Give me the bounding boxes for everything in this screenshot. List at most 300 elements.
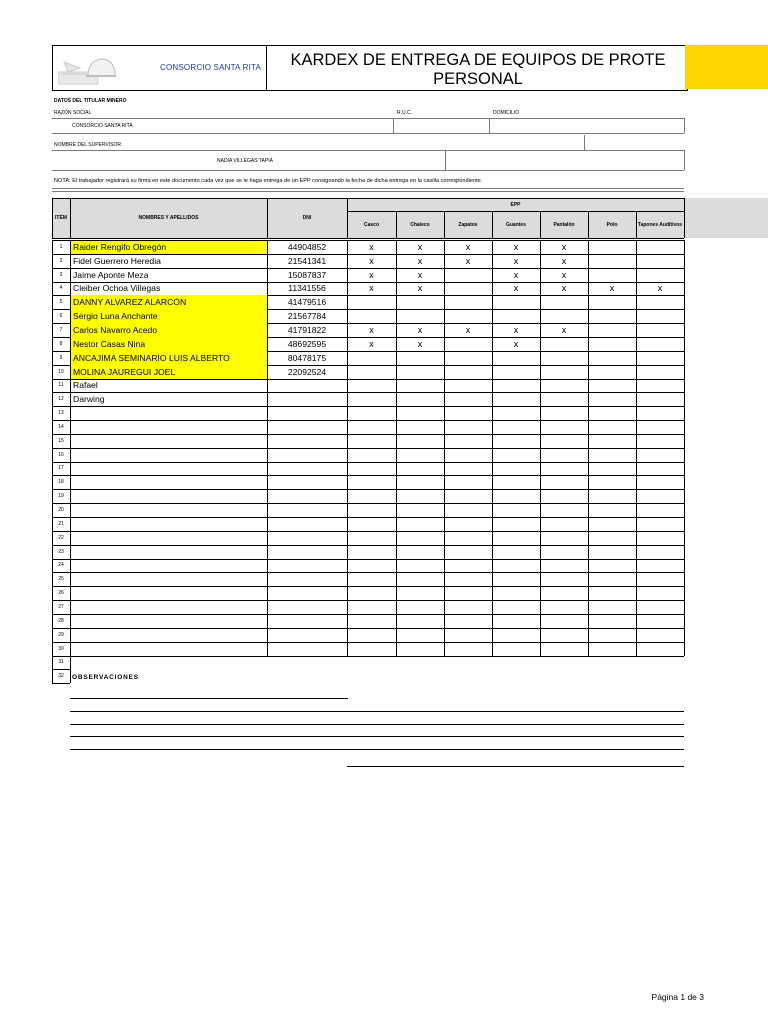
epp-check-cell — [396, 351, 444, 365]
epp-check-cell — [396, 420, 444, 434]
obs-line — [70, 724, 684, 725]
epp-check-cell — [636, 600, 684, 614]
header-divider — [492, 211, 493, 238]
dni-cell — [267, 642, 347, 656]
epp-check-cell — [540, 420, 588, 434]
column-line — [492, 240, 493, 656]
epp-check-cell — [396, 600, 444, 614]
epp-check-cell — [540, 531, 588, 545]
epp-check-cell — [444, 337, 492, 351]
epp-check-cell — [396, 462, 444, 475]
worker-name-cell — [70, 420, 267, 434]
epp-check-cell — [636, 642, 684, 656]
dni-cell: 11341556 — [288, 283, 326, 293]
epp-check-cell — [492, 572, 540, 586]
epp-check-cell — [396, 406, 444, 420]
epp-check-cell — [444, 434, 492, 448]
epp-check-cell — [347, 351, 396, 365]
epp-check-cell — [396, 309, 444, 323]
epp-check-cell: x — [417, 256, 423, 266]
worker-name-cell — [70, 517, 267, 531]
epp-check-cell — [588, 614, 636, 628]
epp-check-cell — [588, 559, 636, 572]
dni-cell: 15087837 — [287, 270, 327, 280]
epp-check-cell — [492, 545, 540, 559]
epp-check-cell — [636, 503, 684, 517]
row-number: 29 — [58, 632, 64, 638]
worker-name-cell: Carlos Navarro Acedo — [70, 323, 267, 337]
worker-name-cell: Rafael — [73, 380, 98, 390]
row-number: 8 — [59, 341, 63, 347]
row-number: 13 — [58, 410, 64, 416]
epp-check-cell — [444, 628, 492, 642]
epp-check-cell: x — [369, 256, 374, 266]
row-line — [52, 683, 70, 684]
epp-check-cell — [396, 448, 444, 462]
supervisor-value: NADIA VILLEGAS TAPIA — [217, 158, 273, 164]
obs-line — [70, 736, 684, 737]
worker-name-cell — [70, 448, 267, 462]
row-number: 19 — [58, 493, 64, 499]
epp-check-cell: x — [369, 339, 374, 349]
epp-check-cell — [540, 379, 588, 392]
epp-check-cell — [396, 545, 444, 559]
epp-check-cell — [347, 392, 396, 406]
row-number: 22 — [58, 535, 64, 541]
dni-cell: 41479516 — [287, 297, 327, 307]
epp-check-cell — [492, 531, 540, 545]
worker-name-cell: Fidel Guerrero Heredia — [73, 256, 161, 266]
dni-cell — [267, 392, 347, 406]
worker-name-cell: Cleiber Ochoa Villegas — [73, 283, 161, 293]
worker-name-cell — [70, 586, 267, 600]
epp-check-cell: x — [561, 325, 567, 335]
dni-cell — [267, 517, 347, 531]
dni-cell — [267, 600, 347, 614]
row-number: 9 — [59, 355, 63, 361]
razon-label: RAZÓN SOCIAL — [54, 110, 92, 116]
epp-check-cell — [492, 462, 540, 475]
epp-check-cell — [636, 475, 684, 489]
epp-check-cell — [588, 309, 636, 323]
epp-check-cell — [540, 503, 588, 517]
epp-check-cell: x — [465, 325, 471, 335]
worker-name-cell: Jaime Aponte Meza — [73, 270, 149, 280]
epp-check-cell — [492, 614, 540, 628]
epp-check-cell — [492, 517, 540, 531]
epp-check-cell: x — [369, 325, 374, 335]
note-line — [52, 188, 684, 189]
epp-check-cell — [444, 545, 492, 559]
row-number: 7 — [59, 327, 63, 333]
epp-check-cell: x — [465, 242, 471, 252]
column-line — [636, 240, 637, 656]
epp-check-cell — [444, 295, 492, 309]
col-item-header: ITÉM — [55, 215, 67, 221]
epp-check-cell — [492, 559, 540, 572]
col-names-header: NOMBRES Y APELLIDOS — [138, 215, 199, 221]
worker-name-cell: Darwing — [73, 394, 105, 404]
epp-check-cell — [492, 351, 540, 365]
row-number: 30 — [58, 646, 64, 652]
epp-check-cell — [540, 448, 588, 462]
row-number: 21 — [58, 521, 64, 527]
row-line — [52, 240, 684, 241]
epp-check-cell — [347, 406, 396, 420]
epp-check-cell — [540, 559, 588, 572]
row-number: 3 — [59, 272, 63, 278]
row-number: 10 — [58, 369, 64, 375]
epp-check-cell — [347, 614, 396, 628]
razon-value: CONSORCIO SANTA RITA — [72, 123, 133, 129]
row-number: 20 — [58, 507, 64, 513]
epp-check-cell — [540, 309, 588, 323]
worker-name-cell — [70, 531, 267, 545]
epp-check-cell — [540, 614, 588, 628]
epp-check-cell — [396, 365, 444, 379]
epp-check-cell — [444, 517, 492, 531]
dni-cell — [267, 379, 347, 392]
epp-check-cell — [636, 379, 684, 392]
epp-check-cell — [636, 545, 684, 559]
dni-cell — [267, 489, 347, 503]
epp-check-cell — [347, 545, 396, 559]
info-divider — [684, 118, 685, 133]
obs-line — [70, 711, 684, 712]
epp-check-cell — [540, 406, 588, 420]
worker-name-cell — [70, 475, 267, 489]
epp-check-cell — [588, 572, 636, 586]
note-text: NOTA: El trabajador registrará su firma en este documento cada vez que se le haga entrega de un EPP consignando la fecha de dicha entrega en la casilla correspondiente. — [54, 178, 483, 184]
epp-check-cell — [540, 392, 588, 406]
epp-check-cell — [396, 586, 444, 600]
dni-cell — [267, 406, 347, 420]
epp-check-cell — [444, 462, 492, 475]
epp-check-cell: x — [417, 339, 423, 349]
info-line — [52, 170, 684, 171]
epp-check-cell — [540, 475, 588, 489]
epp-check-cell — [396, 531, 444, 545]
epp-check-cell: x — [561, 283, 567, 293]
epp-check-cell: x — [561, 270, 567, 280]
worker-name-cell: Raider Rengifo Obregón — [70, 240, 267, 254]
header-line — [52, 238, 684, 239]
epp-check-cell — [588, 379, 636, 392]
row-number: 25 — [58, 576, 64, 582]
epp-check-cell — [588, 448, 636, 462]
epp-check-cell — [444, 268, 492, 282]
dni-cell — [267, 475, 347, 489]
row-number: 2 — [59, 258, 63, 264]
epp-check-cell — [347, 420, 396, 434]
epp-check-cell — [636, 628, 684, 642]
header-divider — [636, 211, 637, 238]
epp-check-cell — [444, 282, 492, 295]
row-number: 4 — [59, 285, 63, 291]
company-logo-text: CONSORCIO SANTA RITA — [160, 63, 262, 72]
epp-check-cell — [492, 448, 540, 462]
epp-check-cell — [588, 365, 636, 379]
epp-check-cell: x — [561, 256, 567, 266]
column-line — [70, 240, 71, 683]
epp-check-cell — [636, 295, 684, 309]
row-number: 28 — [58, 618, 64, 624]
info-divider — [393, 118, 394, 133]
info-line — [52, 150, 684, 151]
observaciones-label: OBSERVACIONES — [72, 674, 139, 681]
info-divider — [584, 135, 585, 150]
epp-check-cell — [396, 434, 444, 448]
table-row — [52, 669, 684, 683]
epp-check-cell — [396, 475, 444, 489]
epp-col-header: Guantes — [505, 222, 526, 228]
row-number: 31 — [58, 659, 64, 665]
dni-cell — [267, 628, 347, 642]
header-divider — [444, 211, 445, 238]
worker-name-cell — [70, 600, 267, 614]
worker-name-cell — [70, 462, 267, 475]
worker-name-cell — [70, 489, 267, 503]
epp-check-cell — [396, 572, 444, 586]
title-line-2: PERSONAL — [433, 70, 523, 88]
epp-check-cell — [540, 462, 588, 475]
dni-cell — [267, 503, 347, 517]
epp-check-cell: x — [369, 283, 374, 293]
epp-check-cell — [347, 448, 396, 462]
row-number: 26 — [58, 590, 64, 596]
epp-check-cell — [588, 392, 636, 406]
epp-check-cell — [540, 365, 588, 379]
epp-check-cell — [588, 268, 636, 282]
worker-name-cell — [70, 406, 267, 420]
epp-check-cell: x — [513, 270, 519, 280]
dni-cell — [267, 462, 347, 475]
worker-name-cell: MOLINA JAUREGUI JOEL — [70, 365, 267, 379]
epp-check-cell — [347, 572, 396, 586]
epp-check-cell — [347, 642, 396, 656]
epp-check-cell — [444, 309, 492, 323]
epp-check-cell — [492, 365, 540, 379]
epp-check-cell — [492, 379, 540, 392]
epp-check-cell — [540, 295, 588, 309]
header-divider — [396, 211, 397, 238]
epp-check-cell — [396, 517, 444, 531]
dni-cell — [267, 586, 347, 600]
dni-cell: 48692595 — [287, 339, 327, 349]
epp-check-cell: x — [513, 325, 519, 335]
row-number: 5 — [59, 299, 63, 305]
epp-check-cell: x — [369, 242, 374, 252]
dni-cell — [267, 614, 347, 628]
epp-check-cell — [396, 559, 444, 572]
dni-cell — [267, 545, 347, 559]
ruc-label: R.U.C. — [397, 110, 412, 116]
row-number: 32 — [58, 673, 64, 679]
dni-cell: 22092524 — [287, 367, 327, 377]
worker-name-cell — [70, 559, 267, 572]
epp-check-cell: x — [417, 325, 423, 335]
page-number: Página 1 de 3 — [651, 992, 704, 1002]
helmet-logo-icon — [58, 54, 116, 86]
row-number: 1 — [59, 244, 63, 250]
row-number: 17 — [58, 465, 64, 471]
epp-check-cell — [588, 420, 636, 434]
info-divider — [489, 118, 490, 133]
worker-name-cell — [70, 628, 267, 642]
epp-check-cell — [588, 240, 636, 254]
epp-check-cell — [444, 365, 492, 379]
epp-check-cell: x — [609, 283, 615, 293]
dni-cell: 21541341 — [287, 256, 327, 266]
epp-check-cell — [347, 586, 396, 600]
obs-line — [70, 749, 684, 750]
epp-check-cell — [588, 517, 636, 531]
epp-check-cell — [636, 309, 684, 323]
column-line — [347, 240, 348, 656]
worker-name-cell: ANCAJIMA SEMINARIO LUIS ALBERTO — [70, 351, 267, 365]
epp-check-cell — [444, 586, 492, 600]
epp-check-cell — [636, 448, 684, 462]
epp-check-cell — [492, 295, 540, 309]
header-divider — [588, 211, 589, 238]
epp-check-cell — [347, 434, 396, 448]
section-label: DATOS DEL TITULAR MINERO — [54, 98, 127, 104]
epp-check-cell — [540, 489, 588, 503]
epp-check-cell — [588, 503, 636, 517]
worker-name-cell: Nestor Casas Nina — [70, 337, 267, 351]
epp-col-header: Tapones Auditivos — [637, 222, 683, 228]
epp-check-cell — [540, 642, 588, 656]
epp-check-cell — [347, 559, 396, 572]
page-title — [268, 45, 688, 91]
epp-check-cell — [444, 379, 492, 392]
column-line — [444, 240, 445, 656]
epp-check-cell — [492, 420, 540, 434]
epp-check-cell — [588, 254, 636, 268]
epp-check-cell — [396, 489, 444, 503]
epp-check-cell — [588, 462, 636, 475]
epp-check-cell — [347, 365, 396, 379]
domicilio-label: DOMICILIO — [493, 110, 520, 116]
epp-check-cell — [396, 392, 444, 406]
column-line — [588, 240, 589, 656]
epp-check-cell — [540, 517, 588, 531]
epp-col-header: Casco — [363, 222, 379, 228]
epp-check-cell — [588, 475, 636, 489]
epp-check-cell — [492, 309, 540, 323]
epp-check-cell — [540, 628, 588, 642]
col-dni-header: DNI — [302, 215, 312, 221]
epp-check-cell — [636, 240, 684, 254]
obs-line — [347, 766, 684, 767]
epp-check-cell — [492, 434, 540, 448]
epp-check-cell — [636, 559, 684, 572]
column-line — [684, 240, 685, 656]
row-number: 12 — [58, 396, 64, 402]
epp-check-cell — [540, 434, 588, 448]
worker-name-cell: Sergio Luna Anchante — [70, 309, 267, 323]
epp-check-cell — [396, 295, 444, 309]
epp-check-cell: x — [465, 256, 471, 266]
epp-check-cell — [444, 559, 492, 572]
epp-check-cell — [396, 628, 444, 642]
epp-check-cell — [444, 572, 492, 586]
epp-check-cell — [588, 295, 636, 309]
worker-name-cell — [70, 642, 267, 656]
epp-check-cell — [540, 351, 588, 365]
epp-check-cell — [444, 642, 492, 656]
epp-check-cell: x — [657, 283, 663, 293]
epp-check-cell — [588, 600, 636, 614]
epp-check-cell — [492, 600, 540, 614]
epp-check-cell: x — [513, 256, 519, 266]
epp-check-cell — [347, 462, 396, 475]
epp-check-cell: x — [369, 270, 374, 280]
epp-check-cell — [347, 309, 396, 323]
dni-cell — [267, 448, 347, 462]
epp-check-cell — [636, 365, 684, 379]
column-line — [52, 240, 53, 683]
header-divider — [684, 198, 685, 238]
title-band — [685, 45, 768, 89]
epp-check-cell — [444, 531, 492, 545]
epp-check-cell — [636, 323, 684, 337]
epp-check-cell — [347, 379, 396, 392]
epp-check-cell — [636, 392, 684, 406]
epp-check-cell — [347, 628, 396, 642]
epp-check-cell — [636, 489, 684, 503]
epp-check-cell — [396, 642, 444, 656]
epp-check-cell — [347, 503, 396, 517]
worker-name-cell — [70, 614, 267, 628]
epp-check-cell: x — [561, 242, 567, 252]
epp-check-cell — [636, 434, 684, 448]
epp-check-cell — [636, 531, 684, 545]
epp-check-cell — [636, 351, 684, 365]
epp-check-cell — [347, 295, 396, 309]
epp-header: EPP — [510, 201, 521, 208]
epp-check-cell — [444, 475, 492, 489]
epp-check-cell — [444, 489, 492, 503]
epp-check-cell — [444, 420, 492, 434]
epp-check-cell — [588, 323, 636, 337]
epp-check-cell — [347, 517, 396, 531]
info-divider — [684, 150, 685, 170]
epp-check-cell — [347, 475, 396, 489]
epp-check-cell — [347, 600, 396, 614]
epp-col-header: Pantalón — [553, 222, 575, 228]
obs-line — [70, 698, 348, 699]
epp-check-cell — [347, 489, 396, 503]
epp-check-cell — [492, 392, 540, 406]
epp-check-cell — [588, 351, 636, 365]
epp-col-header: Chaleco — [410, 222, 430, 228]
epp-check-cell — [347, 531, 396, 545]
epp-check-cell — [492, 489, 540, 503]
epp-check-cell — [492, 406, 540, 420]
dni-cell: 80478175 — [287, 353, 327, 363]
epp-check-cell — [636, 406, 684, 420]
epp-check-cell — [540, 586, 588, 600]
epp-check-cell: x — [513, 339, 519, 349]
epp-check-cell — [636, 586, 684, 600]
epp-check-cell — [588, 489, 636, 503]
epp-check-cell — [636, 517, 684, 531]
epp-check-cell — [540, 545, 588, 559]
row-number: 23 — [58, 549, 64, 555]
epp-check-cell — [588, 531, 636, 545]
epp-check-cell — [588, 642, 636, 656]
